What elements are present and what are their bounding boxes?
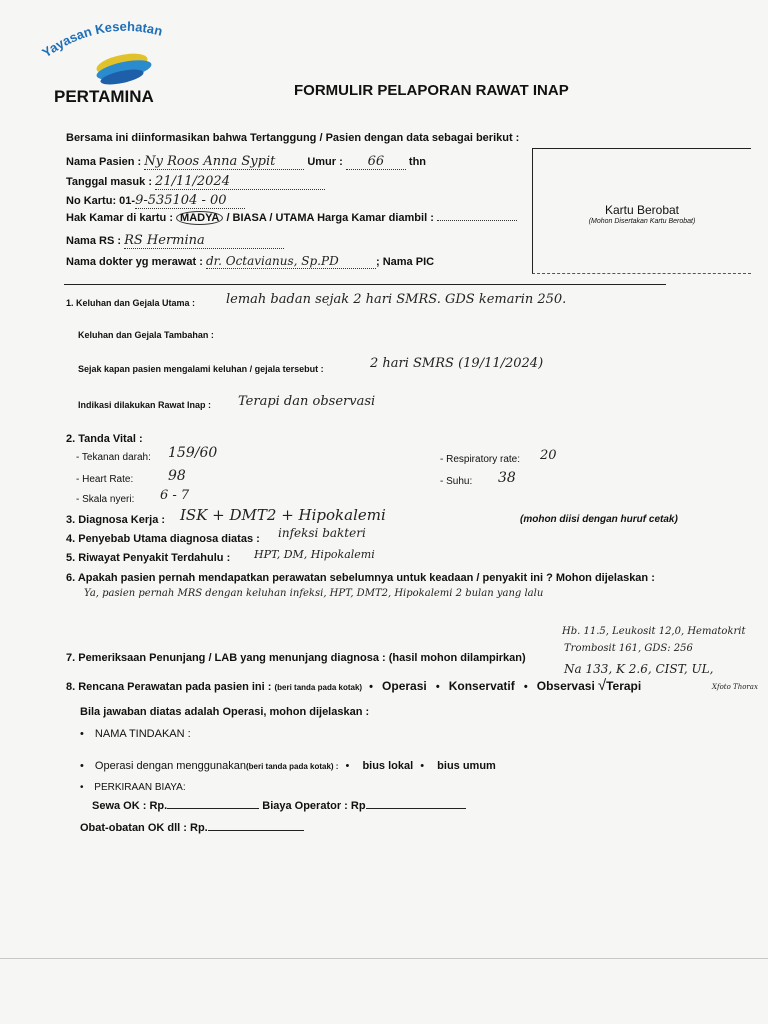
action-name-row: [80, 728, 191, 740]
hospital-value: RS Hermina: [124, 233, 284, 249]
room-class-options: / BIASA / UTAMA: [226, 212, 315, 224]
bullet-icon: •: [369, 681, 373, 693]
inpatient-indication-value: Terapi dan observasi: [238, 394, 376, 409]
bullet-icon: •: [420, 760, 425, 772]
additional-complaint-label: Keluhan dan Gejala Tambahan :: [78, 330, 214, 340]
patient-name-row: [66, 154, 426, 170]
intro-text: Bersama ini diinformasikan bahwa Tertanggung / Pasien dengan data sebagai berikut :: [66, 132, 520, 144]
option-therapy: Terapi: [606, 679, 642, 693]
card-number-value: 9-535104 - 00: [135, 193, 245, 209]
anesthesia-row: [80, 760, 496, 772]
option-conservative: Konservatif: [448, 679, 515, 693]
card-number-row: [66, 193, 245, 209]
hospital-row: [66, 233, 284, 249]
or-cost-row: [92, 800, 466, 812]
onset-label: Sejak kapan pasien mengalami keluhan / gejala tersebut :: [78, 364, 324, 374]
lab-results-line-2: Trombosit 161, GDS: 256: [564, 643, 693, 654]
working-diagnosis-value: ISK + DMT2 + Hipokalemi: [180, 506, 386, 524]
surgery-details-title: Bila jawaban diatas adalah Operasi, mohon dijelaskan :: [80, 706, 370, 718]
patient-name-label: Nama Pasien :: [66, 156, 142, 168]
room-class-label: Hak Kamar di kartu :: [66, 212, 173, 224]
medical-history-label: 5. Riwayat Penyakit Terdahulu :: [66, 552, 231, 564]
onset-value: 2 hari SMRS (19/11/2024): [370, 356, 544, 371]
scan-edge: [0, 958, 768, 959]
cost-estimate-title: PERKIRAAN BIAYA:: [94, 782, 186, 793]
bullet-icon: •: [80, 760, 84, 772]
bullet-icon: •: [80, 728, 84, 740]
respiratory-rate-label: - Respiratory rate:: [440, 454, 521, 465]
inpatient-indication-label: Indikasi dilakukan Rawat Inap :: [78, 400, 212, 410]
print-letters-note: (mohon diisi dengan huruf cetak): [520, 514, 678, 525]
admission-date-row: [66, 174, 325, 190]
blood-pressure-value: 159/60: [168, 445, 218, 461]
or-rental-label: Sewa OK : Rp.: [92, 800, 168, 812]
lab-results-line-1: Hb. 11.5, Leukosit 12,0, Hematokrit: [562, 626, 746, 637]
temperature-value: 38: [498, 470, 516, 486]
action-name-label: NAMA TINDAKAN :: [94, 728, 191, 740]
drugs-cost-value: [208, 830, 304, 831]
room-price-label: Harga Kamar diambil :: [317, 212, 434, 224]
anesthesia-hint: (beri tanda pada kotak) :: [245, 762, 339, 771]
admission-date-value: 21/11/2024: [155, 174, 325, 190]
main-complaint-value: lemah badan sejak 2 hari SMRS. GDS kemarin 250.: [226, 292, 567, 307]
card-number-label: No Kartu: 01-: [66, 195, 136, 207]
bullet-icon: •: [523, 681, 528, 693]
pain-scale-value: 6 - 7: [160, 488, 190, 503]
blood-pressure-label: - Tekanan darah:: [76, 452, 151, 463]
doctor-row: [66, 254, 434, 269]
respiratory-rate-value: 20: [540, 448, 557, 463]
vital-signs-title: 2. Tanda Vital :: [66, 433, 143, 445]
main-complaint-label: 1. Keluhan dan Gejala Utama :: [66, 298, 196, 308]
section-divider: [64, 284, 666, 285]
svg-text:Yayasan Kesehatan: [39, 19, 164, 61]
room-class-row: [66, 212, 517, 224]
logo-name: PERTAMINA: [54, 87, 154, 106]
option-surgery: Operasi: [382, 679, 427, 693]
age-unit: thn: [408, 156, 427, 168]
lab-results-line-3: Na 133, K 2.6, CIST, UL,: [564, 662, 714, 676]
checkmark-icon: √: [597, 677, 607, 694]
room-price-value: [437, 220, 517, 221]
anesthesia-label: Operasi dengan menggunakan: [94, 760, 246, 772]
age-label: Umur :: [307, 156, 343, 168]
previous-care-question: 6. Apakah pasien pernah mendapatkan perawatan sebelumnya untuk keadaan / penyakit ini ? Mohon dijelaskan :: [66, 572, 655, 584]
pain-scale-label: - Skala nyeri:: [76, 494, 135, 505]
main-cause-value: infeksi bakteri: [278, 526, 366, 540]
doctor-label: Nama dokter yg merawat :: [66, 256, 203, 268]
or-rental-value: [167, 808, 259, 809]
temperature-label: - Suhu:: [440, 476, 473, 487]
room-class-madya-circled: MADYA: [176, 211, 223, 225]
pic-label: ; Nama PIC: [376, 256, 435, 268]
form-title: FORMULIR PELAPORAN RAWAT INAP: [294, 82, 569, 99]
medical-history-value: HPT, DM, Hipokalemi: [254, 548, 375, 561]
option-local-anesthesia: bius lokal: [362, 760, 414, 772]
heart-rate-value: 98: [168, 468, 186, 484]
operator-cost-value: [366, 808, 466, 809]
pertamina-logo: [38, 14, 208, 106]
membership-card-subtitle: (Mohon Disertakan Kartu Berobat): [588, 218, 696, 225]
main-cause-label: 4. Penyebab Utama diagnosa diatas :: [66, 533, 260, 545]
membership-card-title: Kartu Berobat: [604, 203, 680, 217]
lab-results-line-4: Xfoto Thorax: [712, 683, 758, 691]
care-plan-row: [66, 677, 641, 694]
bullet-icon: •: [345, 760, 350, 772]
doctor-value: dr. Octavianus, Sp.PD: [206, 254, 376, 269]
care-plan-hint: (beri tanda pada kotak): [274, 683, 363, 692]
previous-care-answer: Ya, pasien pernah MRS dengan keluhan infeksi, HPT, DMT2, Hipokalemi 2 bulan yang lalu: [84, 588, 544, 599]
age-value: 66: [346, 154, 406, 170]
lab-exam-label: 7. Pemeriksaan Penunjang / LAB yang menunjang diagnosa : (hasil mohon dilampirkan): [66, 652, 526, 664]
cost-estimate-row: [80, 782, 186, 793]
drugs-cost-label: Obat-obatan OK dll : Rp.: [80, 822, 208, 834]
membership-card-box: [532, 148, 751, 274]
logo-arc-text: Yayasan Kesehatan: [39, 18, 165, 61]
option-general-anesthesia: bius umum: [437, 760, 496, 772]
option-observation: Observasi: [536, 679, 595, 693]
admission-date-label: Tanggal masuk :: [66, 176, 152, 188]
heart-rate-label: - Heart Rate:: [76, 474, 134, 485]
bullet-icon: •: [80, 782, 84, 793]
operator-cost-label: Biaya Operator : Rp: [262, 800, 366, 812]
drugs-cost-row: [80, 822, 304, 834]
working-diagnosis-label: 3. Diagnosa Kerja :: [66, 514, 166, 526]
patient-name-value: Ny Roos Anna Sypit: [144, 154, 304, 170]
hospital-label: Nama RS :: [66, 235, 122, 247]
bullet-icon: •: [435, 681, 440, 693]
care-plan-label: 8. Rencana Perawatan pada pasien ini :: [66, 681, 272, 693]
